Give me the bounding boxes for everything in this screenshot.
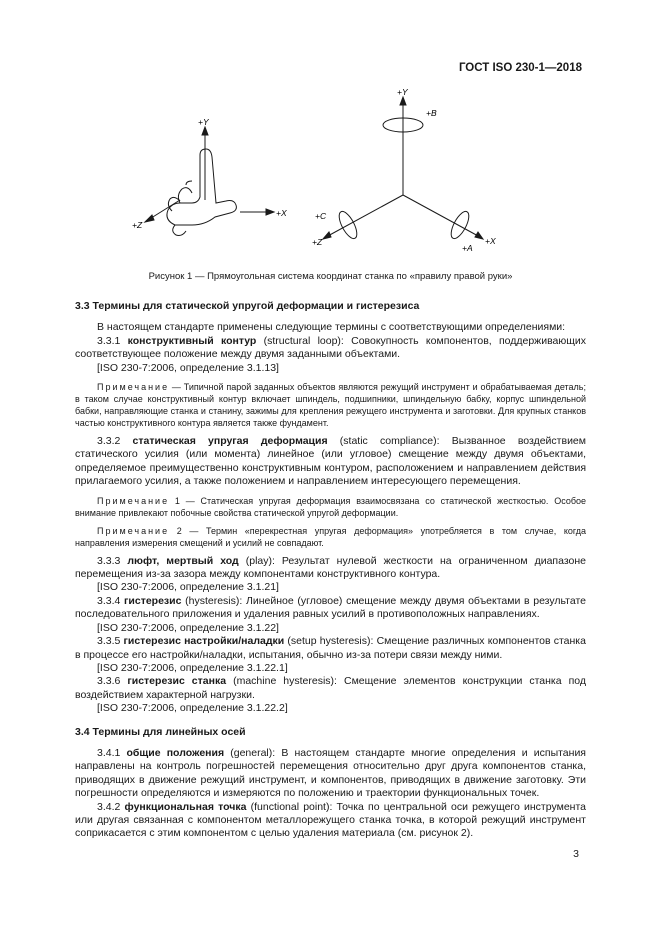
figure-caption: Рисунок 1 — Прямоугольная система координат станка по «правилу правой руки» [148, 271, 513, 282]
reference: [ISO 230-7:2006, определение 3.1.13] [97, 361, 279, 374]
document-body [75, 300, 586, 841]
axis-label-y: +Y [397, 87, 408, 97]
term-3-3-4: 3.3.4 гистерезис (hysteresis): Линейное (угловое) смещение между двумя объектами в результате последовательного приложения и удаления равных усилий в противоположных направлениях. [75, 594, 587, 621]
hand-label-y: +Y [198, 117, 209, 127]
term-3-4-2: 3.4.2 функциональная точка (functional point): Точка по центральной оси режущего инструмента или другая связанная с компонентом металлорежущего станка точка, в которой режущий инструмент соприкасается с этим компонентом с целью удаления материала (см. рисунок 2). [75, 800, 586, 840]
machine-axes-drawing [323, 97, 483, 241]
note-3-3-1: Примечание — Типичной парой заданных объектов являются режущий инструмент и обрабатываемая деталь; в таком случае конструктивный контур включает шпиндель, подшипники, шпиндельную бабку, корпус шпиндельной бабки, направляющие станка и станину, зажимы для крепления режущего инструмента и заготовки. Для крупных станков частью конструктивного контура является также фундамент. [75, 382, 586, 429]
reference: [ISO 230-7:2006, определение 3.1.21] [97, 581, 279, 594]
note-2: Примечание 2 — Термин «перекрестная упругая деформация» употребляется в том случае, когда направления измерения смещений и усилий не совпадают. [75, 525, 586, 548]
term-3-3-5: 3.3.5 гистерезис настройки/наладки (setup hysteresis): Смещение различных компонентов станка в процессе его настройки/наладки, испытания, обычно из-за потери связи между ними. [75, 635, 586, 661]
term-3-3-6: 3.3.6 гистерезис станка (machine hysteresis): Смещение элементов конструкции станка под воздействием характерной нагрузки. [75, 675, 587, 701]
figure-coordinate-system [120, 85, 560, 270]
hand-label-z: +Z [132, 220, 143, 230]
axis-label-c: +C [315, 211, 327, 221]
axis-label-a: +A [462, 243, 473, 253]
axis-label-x: +X [485, 236, 496, 246]
axis-label-z: +Z [312, 237, 323, 247]
reference: [ISO 230-7:2006, определение 3.1.22.1] [97, 661, 288, 674]
term-3-3-2: 3.3.2 статическая упругая деформация (static compliance): Вызванное воздействием статического усилия (или момента) линейное (или угловое) смещение между двумя объектами, определяемое преимущественно конструктивным контуром, расположением и направлением действия прилагаемого усилия, а также положением и направлением интересующего перемещения. [75, 435, 586, 488]
term-3-4-1: 3.4.1 общие положения (general): В настоящем стандарте многие определения и испытания направлены на контроль погрешностей перемещения относительно друг друга компонентов станка, приводящих в движение режущий инструмент, и компонентов, приводящих в движение заготовку. Эти погрешности определяются и измеряются по положению и траектории функциональных точек. [75, 746, 586, 800]
term-3-3-3: 3.3.3 люфт, мертвый ход (play): Результат нулевой жесткости на ограниченном диапазоне перемещения из-за зазора между компонентами конструктивного контура. [75, 554, 586, 581]
hand-label-x: +X [276, 208, 287, 218]
reference: [ISO 230-7:2006, определение 3.1.22] [97, 621, 279, 634]
reference: [ISO 230-7:2006, определение 3.1.22.2] [97, 702, 288, 715]
note-1: Примечание 1 — Статическая упругая деформация взаимосвязана со статической жесткостью. Особое внимание привлекают побочные свойства статической упругой деформации. [75, 495, 586, 518]
term-3-3-1: 3.3.1 конструктивный контур (structural loop): Совокупность компонентов, поддерживающих соответствующее положение между двумя заданными объектами. [75, 334, 587, 361]
page-number: 3 [573, 848, 579, 860]
right-hand-drawing [145, 127, 274, 236]
document-code: ГОСТ ISO 230-1—2018 [458, 62, 582, 74]
intro-paragraph: В настоящем стандарте применены следующие термины с соответствующими определениями: [97, 321, 566, 334]
section-heading-3-4: 3.4 Термины для линейных осей [75, 725, 246, 738]
axis-label-b: +B [426, 108, 437, 118]
section-heading-3-3: 3.3 Термины для статической упругой деформации и гистерезиса [75, 300, 420, 312]
